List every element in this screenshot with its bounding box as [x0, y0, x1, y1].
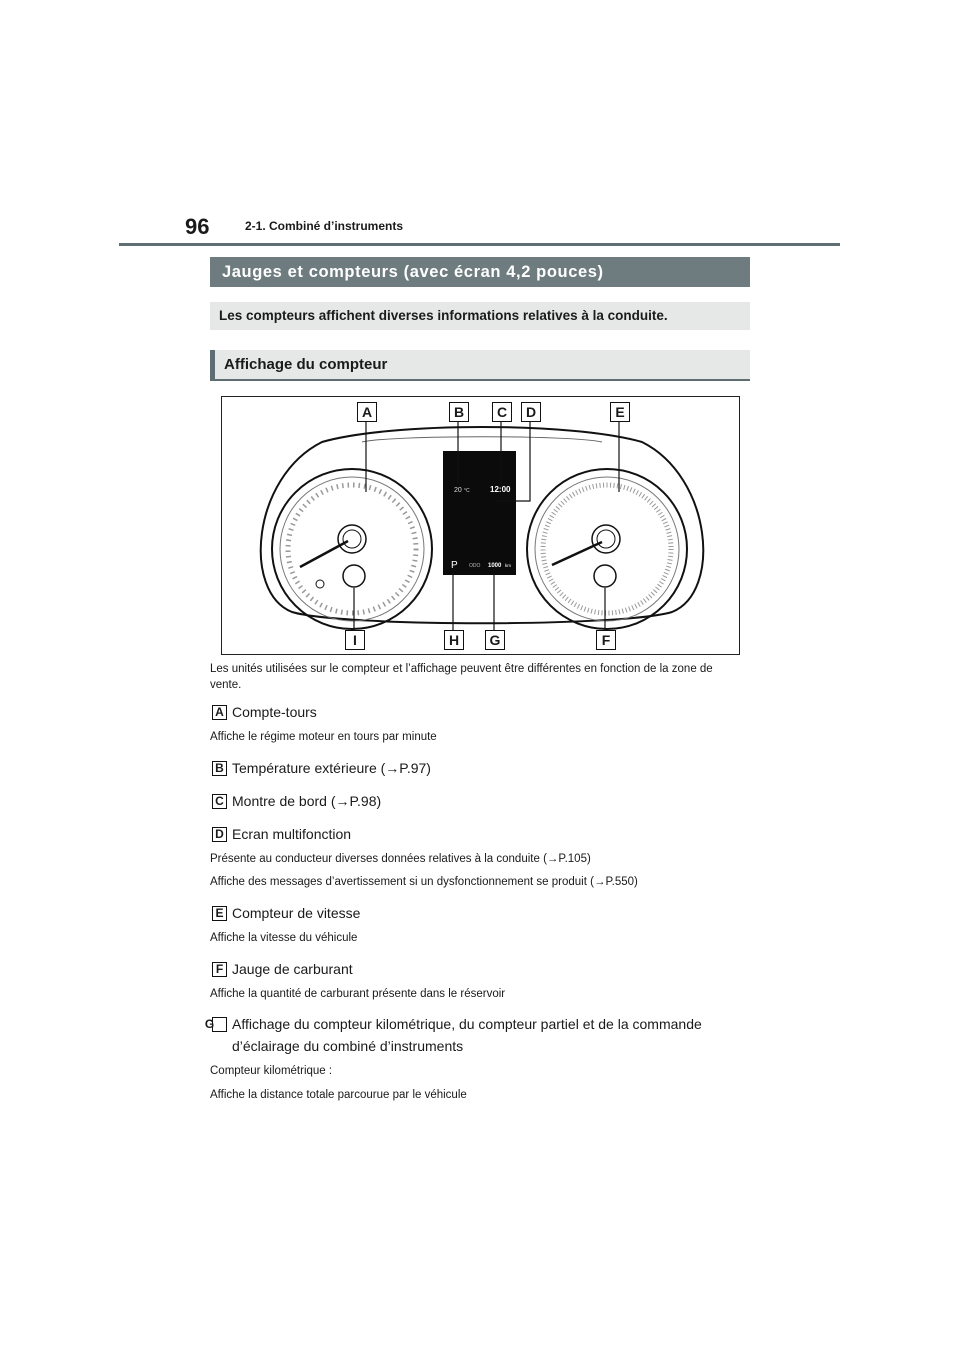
- speedometer-hub-inner: [597, 530, 615, 548]
- tachometer-scale: [288, 485, 416, 613]
- display-clock: 12:00: [490, 485, 511, 494]
- callout-f: F: [596, 630, 616, 650]
- speedometer-hub: [592, 525, 620, 553]
- tachometer-ring: [280, 477, 424, 621]
- callout-h: H: [444, 630, 464, 650]
- item-f-heading: [212, 960, 353, 978]
- item-c-badge: C: [212, 794, 227, 809]
- item-g-description-1: Compteur kilométrique :: [210, 1065, 333, 1077]
- callout-c: C: [492, 402, 512, 422]
- speedometer-scale: [543, 485, 671, 613]
- item-d-description-2: Affiche des messages d’avertissement si un dysfonctionnement se produit (→P.550): [210, 876, 638, 888]
- header-rule: [119, 243, 840, 246]
- item-a-description: Affiche le régime moteur en tours par minute: [210, 731, 437, 743]
- subheading: [210, 350, 750, 381]
- item-a-title: Compte-tours: [232, 704, 317, 720]
- display-temperature: 20: [454, 487, 462, 494]
- fuel-sub-dial: [594, 565, 616, 587]
- instrument-cluster-figure: [221, 396, 740, 655]
- item-e-badge: E: [212, 906, 227, 921]
- callout-a: A: [357, 402, 377, 422]
- item-b-heading: [212, 759, 431, 777]
- warning-lamp-circle: [316, 580, 324, 588]
- item-f-description: Affiche la quantité de carburant présente dans le réservoir: [210, 988, 506, 1000]
- display-odo-value: 1000: [488, 563, 502, 569]
- display-temperature-unit: °C: [464, 488, 470, 494]
- cluster-hood: [362, 437, 602, 442]
- item-c-title: Montre de bord (→P.98): [232, 793, 382, 809]
- display-odo-label: ODO: [469, 563, 481, 569]
- section-title-bar: Jauges et compteurs (avec écran 4,2 pouces): [210, 257, 750, 287]
- tachometer-hub-inner: [343, 530, 361, 548]
- units-note: Les unités utilisées sur le compteur et l’affichage peuvent être différentes en fonction de la zone de vente.: [210, 663, 713, 691]
- callout-e: E: [610, 402, 630, 422]
- callout-d: D: [521, 402, 541, 422]
- item-f-badge: F: [212, 962, 227, 977]
- subheading-marker: [210, 350, 215, 381]
- item-c-heading: [212, 792, 381, 810]
- item-g-description-2: Affiche la distance totale parcourue par le véhicule: [210, 1089, 467, 1101]
- display-odo-unit: km: [505, 563, 511, 568]
- item-d-description-1: Présente au conducteur diverses données relatives à la conduite (→P.105): [210, 853, 591, 865]
- item-e-description: Affiche la vitesse du véhicule: [210, 932, 358, 944]
- speedometer-ring: [535, 477, 679, 621]
- item-f-title: Jauge de carburant: [232, 961, 353, 977]
- item-d-heading: [212, 825, 351, 843]
- item-b-badge: B: [212, 761, 227, 776]
- tachometer-sub-dial: [343, 565, 365, 587]
- tachometer-hub: [338, 525, 366, 553]
- speedometer-outer-ring: [527, 469, 687, 629]
- tachometer-needle: [300, 541, 348, 567]
- callout-g: G: [485, 630, 505, 650]
- item-a-heading: [212, 703, 317, 721]
- section-reference: 2-1. Combiné d’instruments: [245, 219, 404, 233]
- item-d-badge: D: [212, 827, 227, 842]
- speedometer-needle: [552, 542, 602, 565]
- item-g-heading: [204, 1013, 752, 1057]
- page-number: 96: [185, 214, 210, 239]
- cluster-illustration: [222, 397, 741, 656]
- item-g-title: Affichage du compteur kilométrique, du compteur partiel et de la commande d’éclairage du combiné d’instruments: [232, 1016, 702, 1054]
- item-b-title: Température extérieure (→P.97): [232, 760, 431, 776]
- item-a-badge: A: [212, 705, 227, 720]
- display-gear: P: [451, 560, 458, 571]
- item-e-heading: [212, 904, 360, 922]
- subheading-text: Affichage du compteur: [224, 356, 388, 373]
- multi-info-display: [443, 451, 516, 575]
- item-g-badge: G: [212, 1017, 227, 1032]
- item-d-title: Ecran multifonction: [232, 826, 352, 842]
- intro-box: Les compteurs affichent diverses informations relatives à la conduite.: [210, 302, 750, 330]
- callout-b: B: [449, 402, 469, 422]
- tachometer-outer-ring: [272, 469, 432, 629]
- callout-i: I: [345, 630, 365, 650]
- item-e-title: Compteur de vitesse: [232, 905, 361, 921]
